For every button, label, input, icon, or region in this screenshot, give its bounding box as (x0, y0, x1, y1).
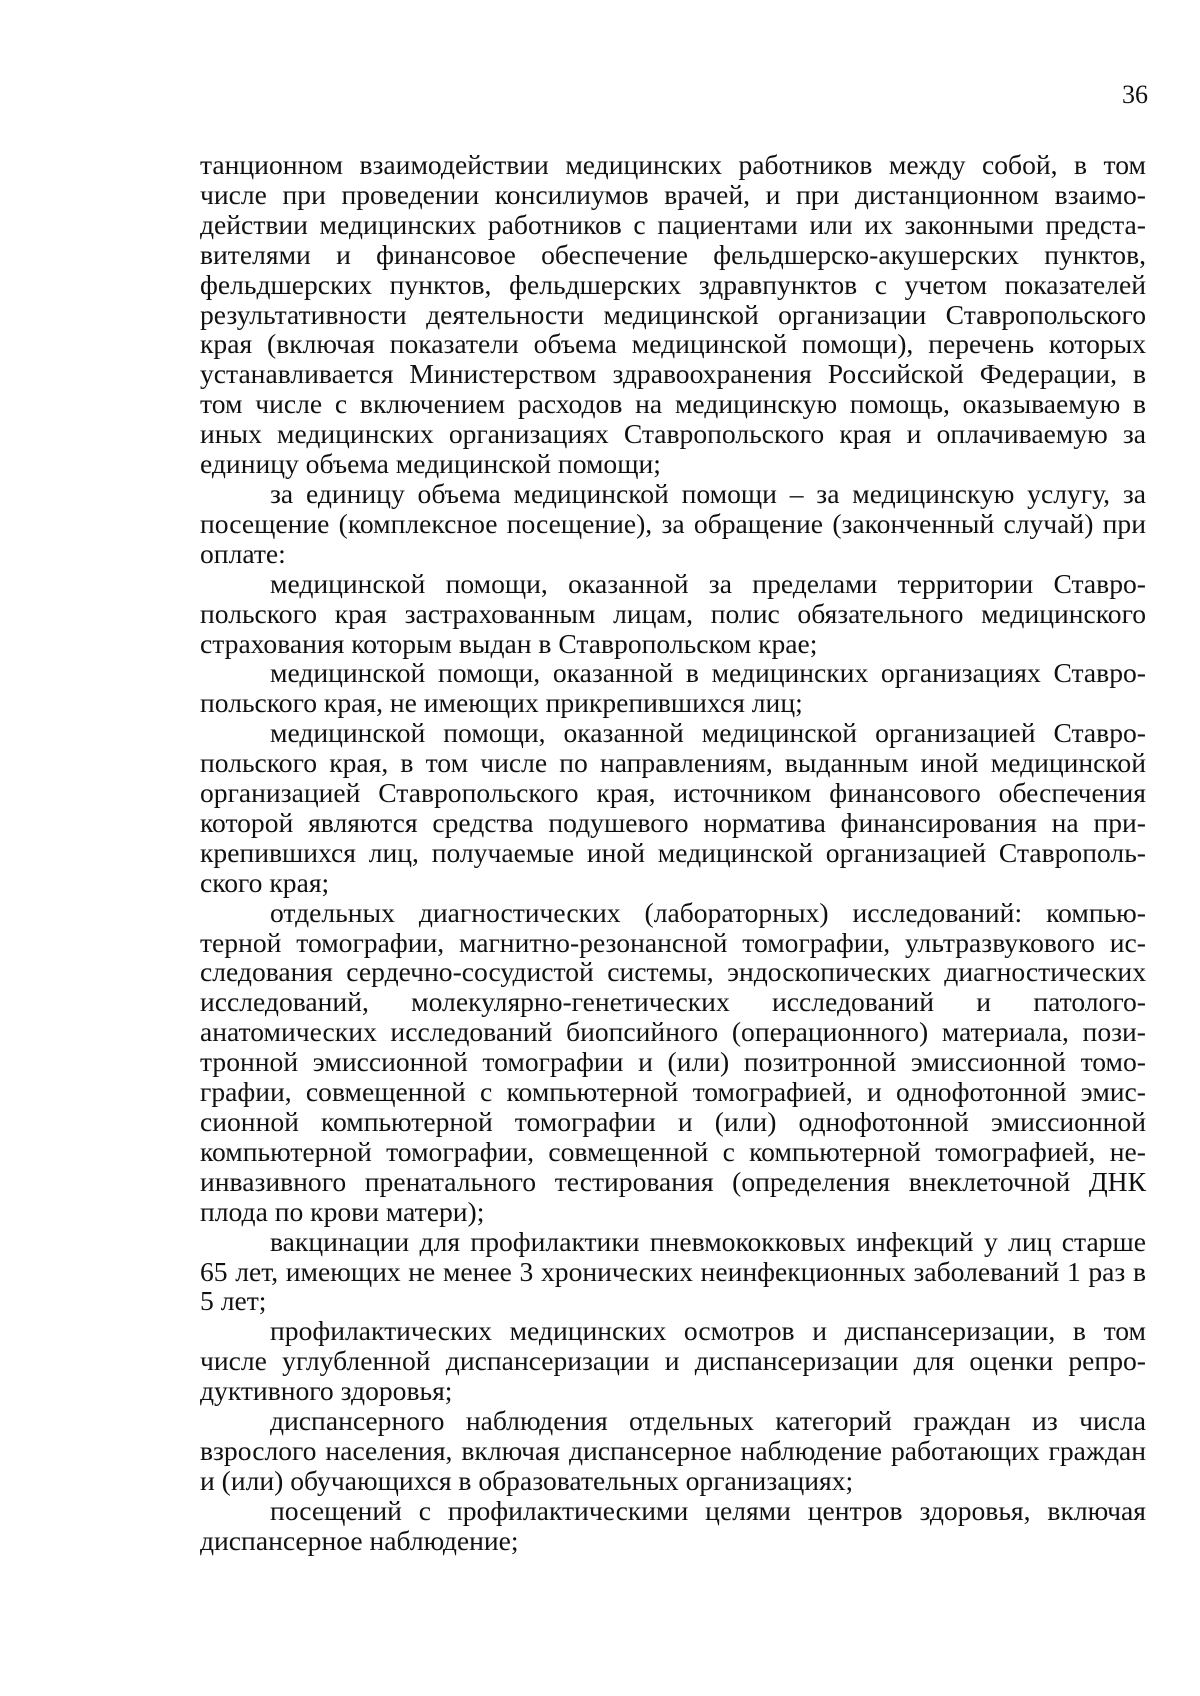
page-number: 36 (1122, 80, 1148, 109)
paragraph-outside-territory: медицинской помощи, оказанной за пределами территории Ставропольского края застрахованным лицам, полис обязательного медицинского страхования которым выдан в Ставропольском крае; (200, 567, 1146, 659)
body-text (200, 150, 1146, 1556)
paragraph-referrals: медицинской помощи, оказанной медицинской организацией Ставропольского края, в том числе по направлениям, выданным иной медицинской организацией Ставропольского края, источником финансового обеспечения которой являются средства подушевого норматива финансирования на прикрепившихся лиц, получаемые иной медицинской организацией Ставропольского края; (200, 717, 1146, 898)
paragraph-preventive-exams: профилактических медицинских осмотров и диспансеризации, в том числе углубленной диспансеризации и диспансеризации для оценки репродуктивного здоровья; (200, 1315, 1146, 1407)
paragraph-per-unit-payment: за единицу объема медицинской помощи – за медицинскую услугу, за посещение (комплексное посещение), за обращение (законченный случай) при оплате: (200, 477, 1146, 569)
paragraph-diagnostic-studies: отдельных диагностических (лабораторных) исследований: компьютерной томографии, магнитно-резонансной томографии, ультразвукового исследования сердечно-сосудистой системы, эндоскопических диагностических исследований, молекулярно-генетических исследований и патологоанатомических исследований биопсийного (операционного) материала, позитронной эмиссионной томографии и (или) позитронной эмиссионной томографии, совмещенной с компьютерной томографией, и однофотонной эмиссионной компьютерной томографии и (или) однофотонной эмиссионной компьютерной томографии, совмещенной с компьютерной томографией, неинвазивного пренатального тестирования (определения внеклеточной ДНК плода по крови матери); (200, 896, 1146, 1227)
paragraph-no-attached-persons: медицинской помощи, оказанной в медицинских организациях Ставропольского края, не имеющих прикрепившихся лиц; (200, 657, 1146, 719)
paragraph-dispensary-observation: диспансерного наблюдения отдельных категорий граждан из числа взрослого населения, включая диспансерное наблюдение работающих граждан и (или) обучающихся в образовательных организациях; (200, 1405, 1146, 1496)
paragraph-continuation: танционном взаимодействии медицинских работников между собой, в том числе при проведении консилиумов врачей, и при дистанционном взаимодействии медицинских работников с пациентами или их законными представителями и финансовое обеспечение фельдшерско-акушерских пунктов, фельдшерских пунктов, фельдшерских здравпунктов с учетом показателей результативности деятельности медицинской организации Ставропольского края (включая показатели объема медицинской помощи), перечень которых устанавливается Министерством здравоохранения Российской Федерации, в том числе с включением расходов на медицинскую помощь, оказываемую в иных медицинских организациях Ставропольского края и оплачиваемую за единицу объема медицинской помощи; (200, 149, 1146, 480)
paragraph-vaccination: вакцинации для профилактики пневмококковых инфекций у лиц старше 65 лет, имеющих не менее 3 хронических неинфекционных заболеваний 1 раз в 5 лет; (200, 1225, 1146, 1317)
paragraph-health-centers: посещений с профилактическими целями центров здоровья, включая диспансерное наблюдение; (200, 1494, 1146, 1556)
